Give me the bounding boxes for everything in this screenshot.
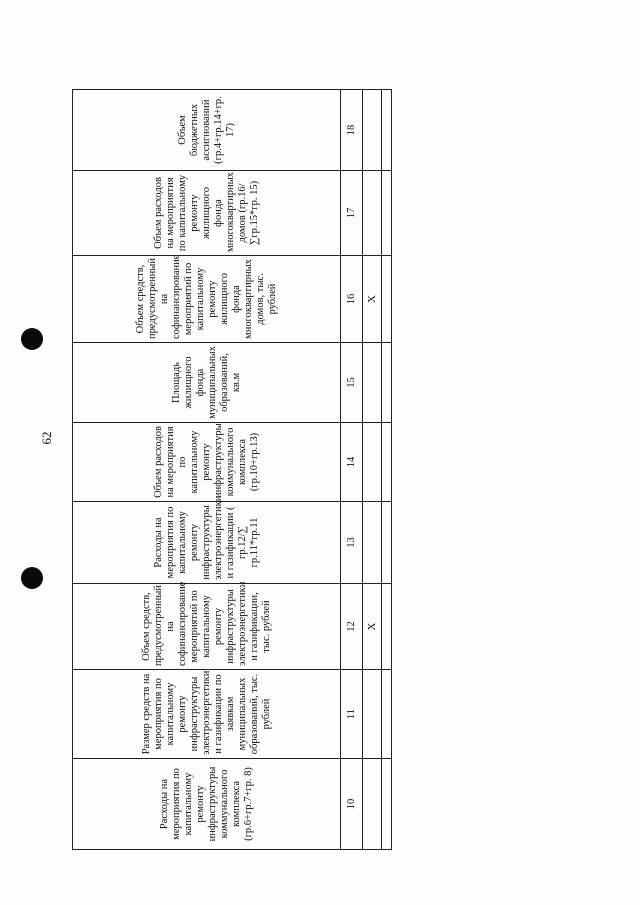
column-number: 14 <box>341 423 363 502</box>
column-number-row <box>341 90 363 850</box>
column-number: 10 <box>341 759 363 850</box>
table-header-row <box>73 90 341 850</box>
mark-cell: X <box>363 584 382 670</box>
empty-cell <box>382 584 392 670</box>
column-number: 16 <box>341 256 363 343</box>
header-cell: Расходы на мероприятия по капитальному ремонту инфраструктуры коммунального комплекса (гр.6+гр.7+гр. 8) <box>73 759 341 850</box>
empty-cell <box>382 670 392 759</box>
column-number: 12 <box>341 584 363 670</box>
empty-cell <box>382 256 392 343</box>
header-cell: Расходы на мероприятия по капитальному ремонту инфраструктуры электроэнергетики и газификации ( гр.12/∑ гр.11*гр.11 <box>73 502 341 584</box>
mark-cell <box>363 670 382 759</box>
punch-hole <box>21 567 43 589</box>
page-number: 62 <box>39 431 54 445</box>
column-number: 18 <box>341 90 363 171</box>
empty-cell <box>382 423 392 502</box>
empty-cell <box>382 502 392 584</box>
mark-row <box>363 90 382 850</box>
header-cell: Объем расходов на мероприятия по капитальному ремонту инфраструктуры коммунального комплекса (гр.10+гр.13) <box>73 423 341 502</box>
empty-row <box>382 90 392 850</box>
header-cell: Объем средств, предусмотренный на софинансирование мероприятий по капитальному ремонту инфраструктуры электроэнергетики и газификации, тыс. рублей <box>73 584 341 670</box>
budget-table <box>72 89 392 850</box>
mark-cell <box>363 171 382 256</box>
empty-cell <box>382 759 392 850</box>
mark-cell <box>363 759 382 850</box>
header-cell: Объем бюджетных ассигнований (гр.4+гр.14+гр. 17) <box>73 90 341 171</box>
empty-cell <box>382 90 392 171</box>
column-number: 13 <box>341 502 363 584</box>
mark-cell <box>363 343 382 423</box>
header-cell: Объем средств, предусмотренный на софинансирование мероприятий по капитальному ремонту жилищного фонда многоквартирных домов, тыс. рублей <box>73 256 341 343</box>
mark-cell <box>363 502 382 584</box>
empty-cell <box>382 343 392 423</box>
empty-cell <box>382 171 392 256</box>
column-number: 15 <box>341 343 363 423</box>
mark-cell <box>363 423 382 502</box>
punch-hole <box>21 328 43 350</box>
column-number: 17 <box>341 171 363 256</box>
header-cell: Площадь жилищного фонда муниципальных образований, кв.м <box>73 343 341 423</box>
header-cell: Размер средств на мероприятия по капитальному ремонту инфраструктуры электроэнергетики и газификации по заявкам муниципальных образований, тыс. рублей <box>73 670 341 759</box>
mark-cell <box>363 90 382 171</box>
column-number: 11 <box>341 670 363 759</box>
rotated-table-wrapper <box>72 90 380 850</box>
mark-cell: X <box>363 256 382 343</box>
header-cell: Объем расходов на мероприятия по капитальному ремонту жилищного фонда многоквартирных домов (гр.16/∑гр.15*гр. 15) <box>73 171 341 256</box>
